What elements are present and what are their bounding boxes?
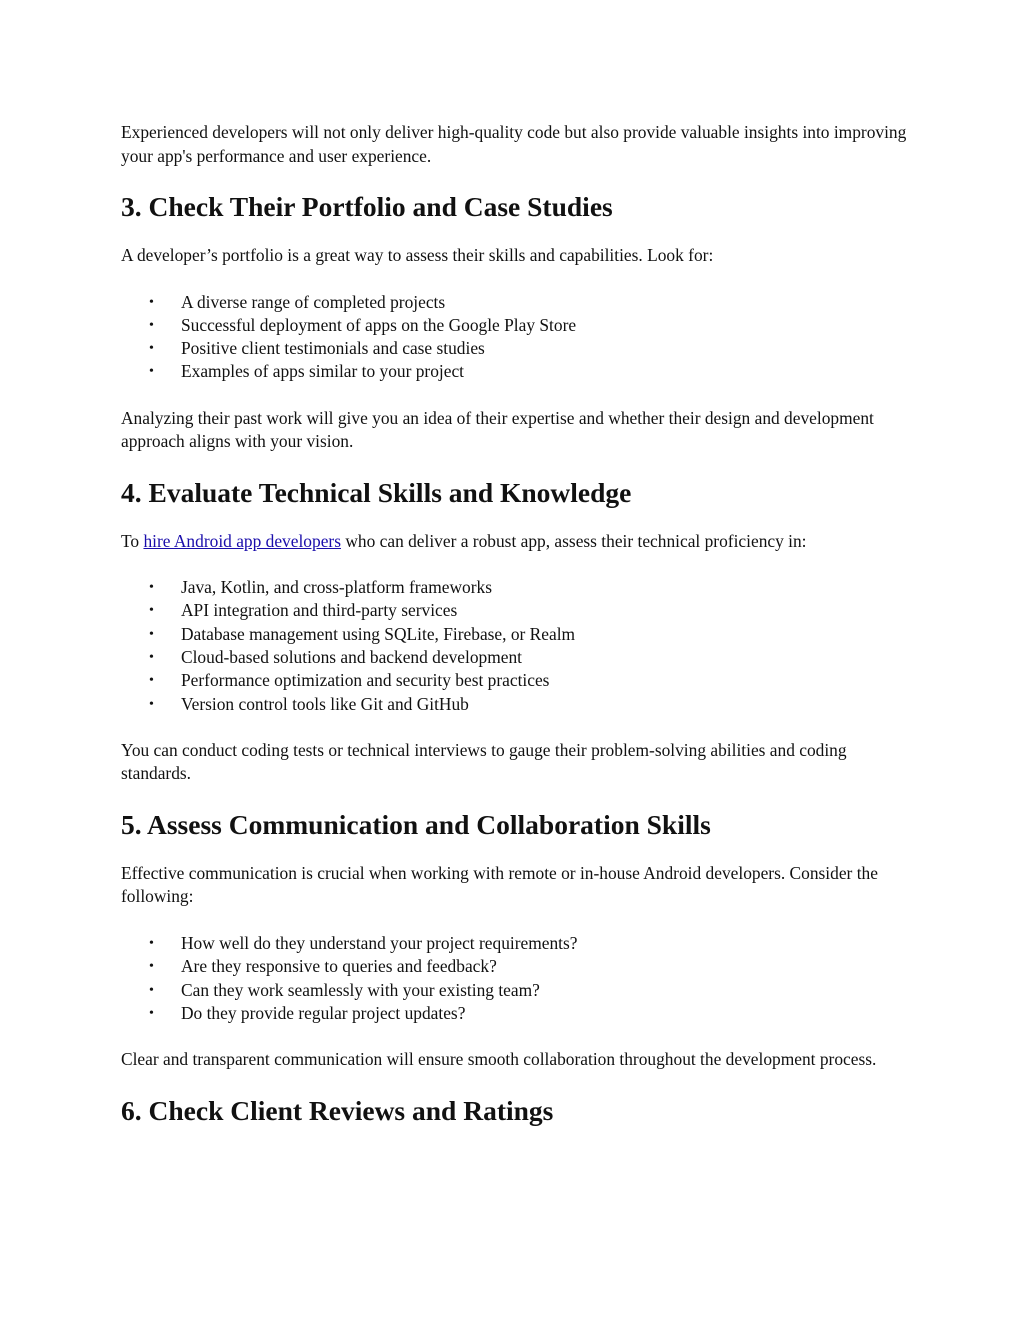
bullet-icon: •	[149, 603, 154, 619]
bullet-icon: •	[149, 650, 154, 666]
section-4-lead: To hire Android app developers who can deliver a robust app, assess their technical proficiency in:	[121, 530, 807, 551]
bullet-icon: •	[149, 1005, 154, 1021]
section-4-closing: You can conduct coding tests or technical interviews to gauge their problem-solving abilities and coding standards.	[121, 739, 847, 784]
list-item: • Performance optimization and security best practices	[121, 669, 911, 692]
bullet-icon: •	[149, 626, 154, 642]
list-item: • Database management using SQLite, Firebase, or Realm	[121, 623, 911, 646]
list-item: • Version control tools like Git and GitHub	[121, 693, 911, 716]
section-3-lead: A developer’s portfolio is a great way to assess their skills and capabilities. Look for:	[121, 245, 714, 265]
bullet-icon: •	[149, 294, 154, 310]
bullet-icon: •	[149, 580, 154, 596]
list-item: • Positive client testimonials and case studies	[121, 337, 911, 360]
bullet-icon: •	[149, 317, 154, 333]
bullet-icon: •	[149, 935, 154, 951]
hire-android-developers-link[interactable]: hire Android app developers	[143, 530, 341, 551]
section-3-closing: Analyzing their past work will give you an idea of their expertise and whether their design and development approach aligns with your vision.	[121, 407, 874, 452]
bullet-icon: •	[149, 673, 154, 689]
list-item: • API integration and third-party services	[121, 599, 911, 622]
list-item: • Successful deployment of apps on the Google Play Store	[121, 314, 911, 337]
list-item: • How well do they understand your project requirements?	[121, 932, 911, 955]
list-item: • Do they provide regular project updates?	[121, 1002, 911, 1025]
list-item: • Examples of apps similar to your project	[121, 360, 911, 383]
intro-paragraph: Experienced developers will not only deliver high-quality code but also provide valuable insights into improving your app's performance and user experience.	[121, 122, 907, 166]
section-4-heading: 4. Evaluate Technical Skills and Knowledge	[121, 476, 632, 508]
document-page	[121, 121, 911, 1148]
list-item: • Can they work seamlessly with your existing team?	[121, 979, 911, 1002]
bullet-icon: •	[149, 959, 154, 975]
list-item: • A diverse range of completed projects	[121, 291, 911, 314]
bullet-icon: •	[149, 982, 154, 998]
section-6-heading: 6. Check Client Reviews and Ratings	[121, 1094, 554, 1126]
section-4-list	[121, 576, 911, 716]
section-5-heading: 5. Assess Communication and Collaboration Skills	[121, 808, 711, 840]
list-item: • Java, Kotlin, and cross-platform frameworks	[121, 576, 911, 599]
bullet-icon: •	[149, 364, 154, 380]
section-3-list	[121, 291, 911, 384]
list-item: • Are they responsive to queries and feedback?	[121, 955, 911, 978]
list-item: • Cloud-based solutions and backend development	[121, 646, 911, 669]
section-5-closing: Clear and transparent communication will ensure smooth collaboration throughout the development process.	[121, 1049, 877, 1070]
bullet-icon: •	[149, 696, 154, 712]
section-5-list	[121, 932, 911, 1025]
section-5-lead: Effective communication is crucial when working with remote or in-house Android developers. Consider the following:	[121, 862, 878, 907]
bullet-icon: •	[149, 341, 154, 357]
section-3-heading: 3. Check Their Portfolio and Case Studies	[121, 191, 613, 222]
